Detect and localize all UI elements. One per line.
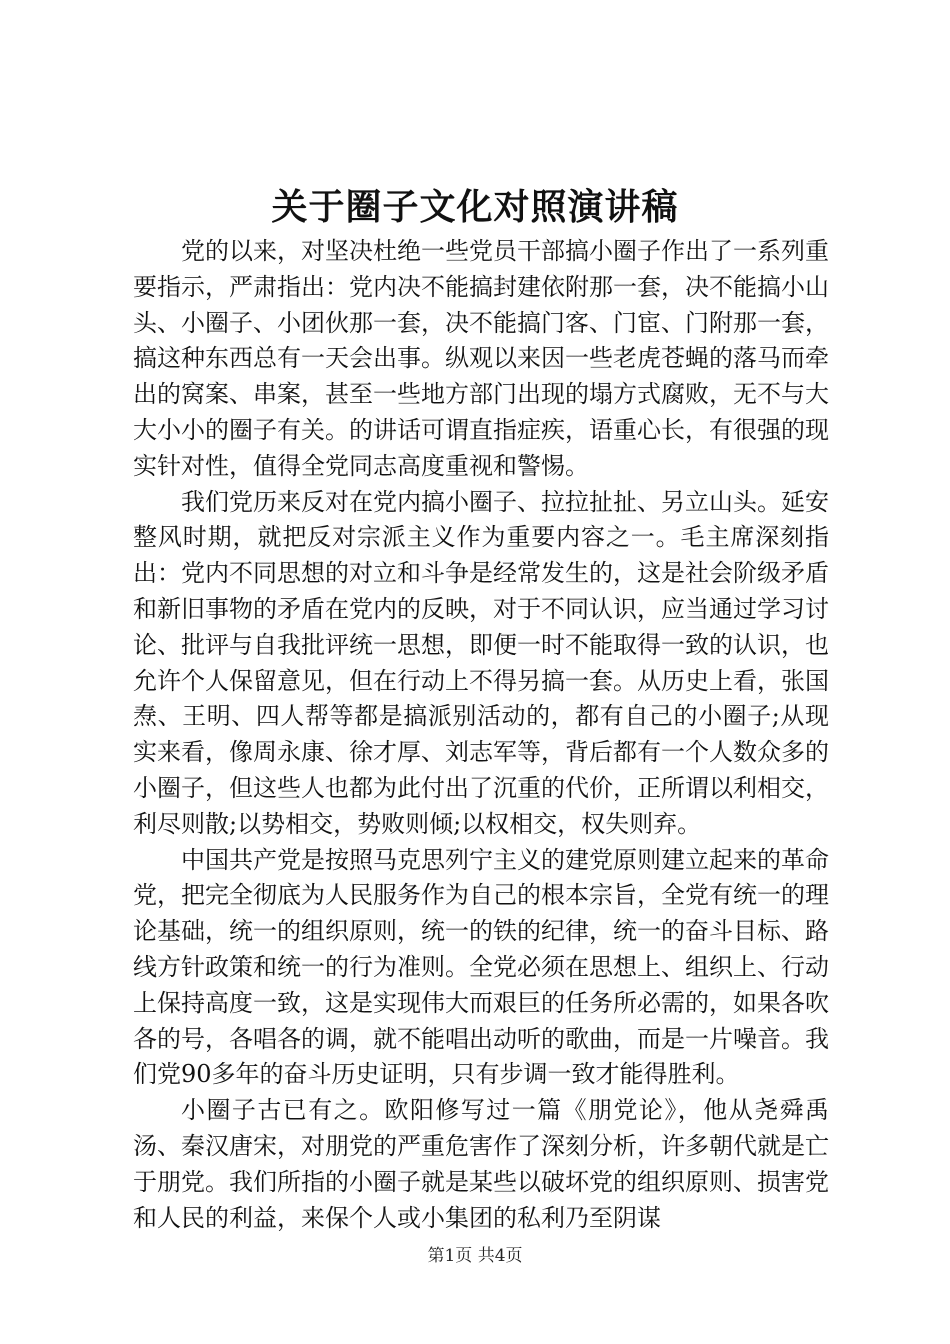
page-number-indicator: 第1页 共4页 — [427, 1246, 523, 1266]
document-title: 关于圈子文化对照演讲稿 — [271, 186, 679, 228]
page-footer — [0, 1244, 950, 1268]
paragraph-2: 我们党历来反对在党内搞小圈子、拉拉扯扯、另立山头。延安整风时期，就把反对宗派主义作为重要内容之一。毛主席深刻指出：党内不同思想的对立和斗争是经常发生的，这是社会阶级矛盾和新旧事物的矛盾在党内的反映，对于不同认识，应当通过学习讨论、批评与自我批评统一思想，即便一时不能取得一致的认识，也允许个人保留意见，但在行动上不得另搞一套。从历史上看，张国焘、王明、四人帮等都是搞派别活动的，都有自己的小圈子;从现实来看，像周永康、徐才厚、刘志军等，背后都有一个人数众多的小圈子，但这些人也都为此付出了沉重的代价，正所谓以利相交，利尽则散;以势相交，势败则倾;以权相交，权失则弃。 — [133, 487, 829, 838]
document-body — [133, 234, 829, 1236]
paragraph-1: 党的以来，对坚决杜绝一些党员干部搞小圈子作出了一系列重要指示，严肃指出：党内决不能搞封建依附那一套，决不能搞小山头、小圈子、小团伙那一套，决不能搞门客、门宦、门附那一套，搞这种东西总有一天会出事。纵观以来因一些老虎苍蝇的落马而牵出的窝案、串案，甚至一些地方部门出现的塌方式腐败，无不与大大小小的圈子有关。的讲话可谓直指症疾，语重心长，有很强的现实针对性，值得全党同志高度重视和警惕。 — [133, 237, 829, 480]
paragraph-4: 小圈子古已有之。欧阳修写过一篇《朋党论》，他从尧舜禹汤、秦汉唐宋，对朋党的严重危害作了深刻分析，许多朝代就是亡于朋党。我们所指的小圈子就是某些以破坏党的组织原则、损害党和人民的利益，来保个人或小集团的私利乃至阴谋 — [133, 1096, 829, 1232]
paragraph-3: 中国共产党是按照马克思列宁主义的建党原则建立起来的革命党，把完全彻底为人民服务作为自己的根本宗旨，全党有统一的理论基础，统一的组织原则，统一的铁的纪律，统一的奋斗目标、路线方针政策和统一的行为准则。全党必须在思想上、组织上、行动上保持高度一致，这是实现伟大而艰巨的任务所必需的，如果各吹各的号，各唱各的调，就不能唱出动听的歌曲，而是一片噪音。我们党90多年的奋斗历史证明，只有步调一致才能得胜利。 — [133, 845, 829, 1089]
